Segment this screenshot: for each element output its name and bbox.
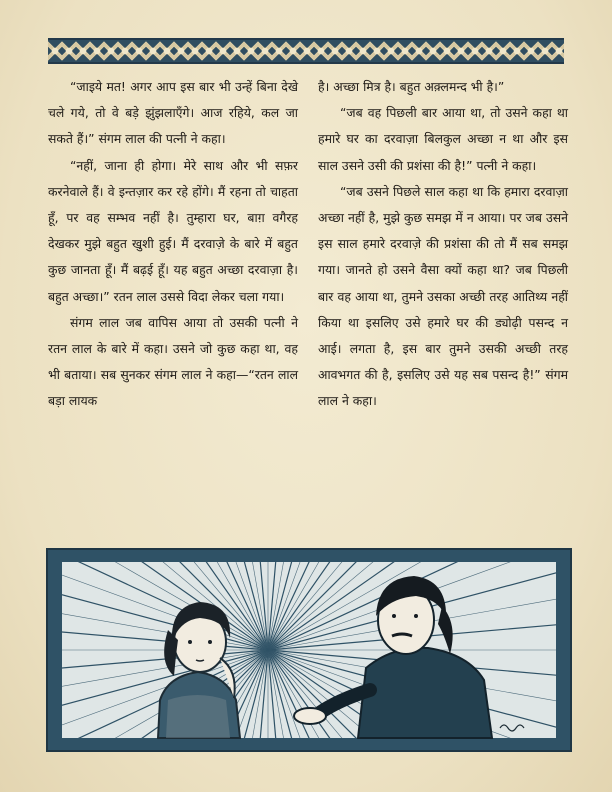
paragraph: संगम लाल जब वापिस आया तो उसकी पत्नी ने रतन लाल के बारे में कहा। उसने जो कुछ कहा था, वह भी बताया। सब सुनकर संगम लाल ने कहा—“रतन लाल बड़ा लायक [48, 314, 298, 409]
left-column [48, 74, 298, 534]
story-illustration [46, 548, 572, 752]
paragraph: “जब उसने पिछले साल कहा था कि हमारा दरवाज़ा अच्छा नहीं है, मुझे कुछ समझ में न आया। पर जब उसने इस साल हमारे दरवाज़े की प्रशंसा की तो मैं सब समझ गया। जानते हो उसने वैसा क्यों कहा था? जब पिछली बार वह आया था, तुमने उसका अच्छी तरह आतिथ्य नहीं किया था इसलिए उसे हमारे घर की ड्योढ़ी पसन्द न आई। लगता है, इस बार तुमने उसकी अच्छी तरह आवभगत की है, इसलिए उसे यह सब पसन्द है!” संगम लाल ने कहा। [318, 183, 568, 409]
illustration-woman-and-man [48, 550, 570, 750]
ornamental-border [48, 38, 564, 64]
paragraph: “जाइये मत! अगर आप इस बार भी उन्हें बिना देखे चले गये, तो वे बड़े झुंझलाएँगे। आज रहिये, कल जा सकते हैं।” संगम लाल की पत्नी ने कहा। [48, 79, 298, 147]
right-column [318, 74, 568, 534]
paragraph: है। अच्छा मित्र है। बहुत अक़्लमन्द भी है।” [318, 79, 505, 94]
paragraph: “नहीं, जाना ही होगा। मेरे साथ और भी सफ़र करनेवाले हैं। वे इन्तज़ार कर रहे होंगे। मैं रहना तो चाहता हूँ, पर वह सम्भव नहीं है। तुम्हारा घर, बाग़ वगैरह देखकर मुझे बहुत खुशी हुई। मैं दरवाज़े के बारे में बहुत कुछ जानता हूँ। मैं बढ़ई हूँ। यह बहुत अच्छा दरवाज़ा है। बहुत अच्छा।” रतन लाल उससे विदा लेकर चला गया। [48, 157, 298, 304]
paragraph: “जब वह पिछली बार आया था, तो उसने कहा था हमारे घर का दरवाज़ा बिलकुल अच्छा न था और इस साल उसने उसी की प्रशंसा की है!” पत्नी ने कहा। [318, 105, 568, 173]
story-text [48, 74, 568, 534]
